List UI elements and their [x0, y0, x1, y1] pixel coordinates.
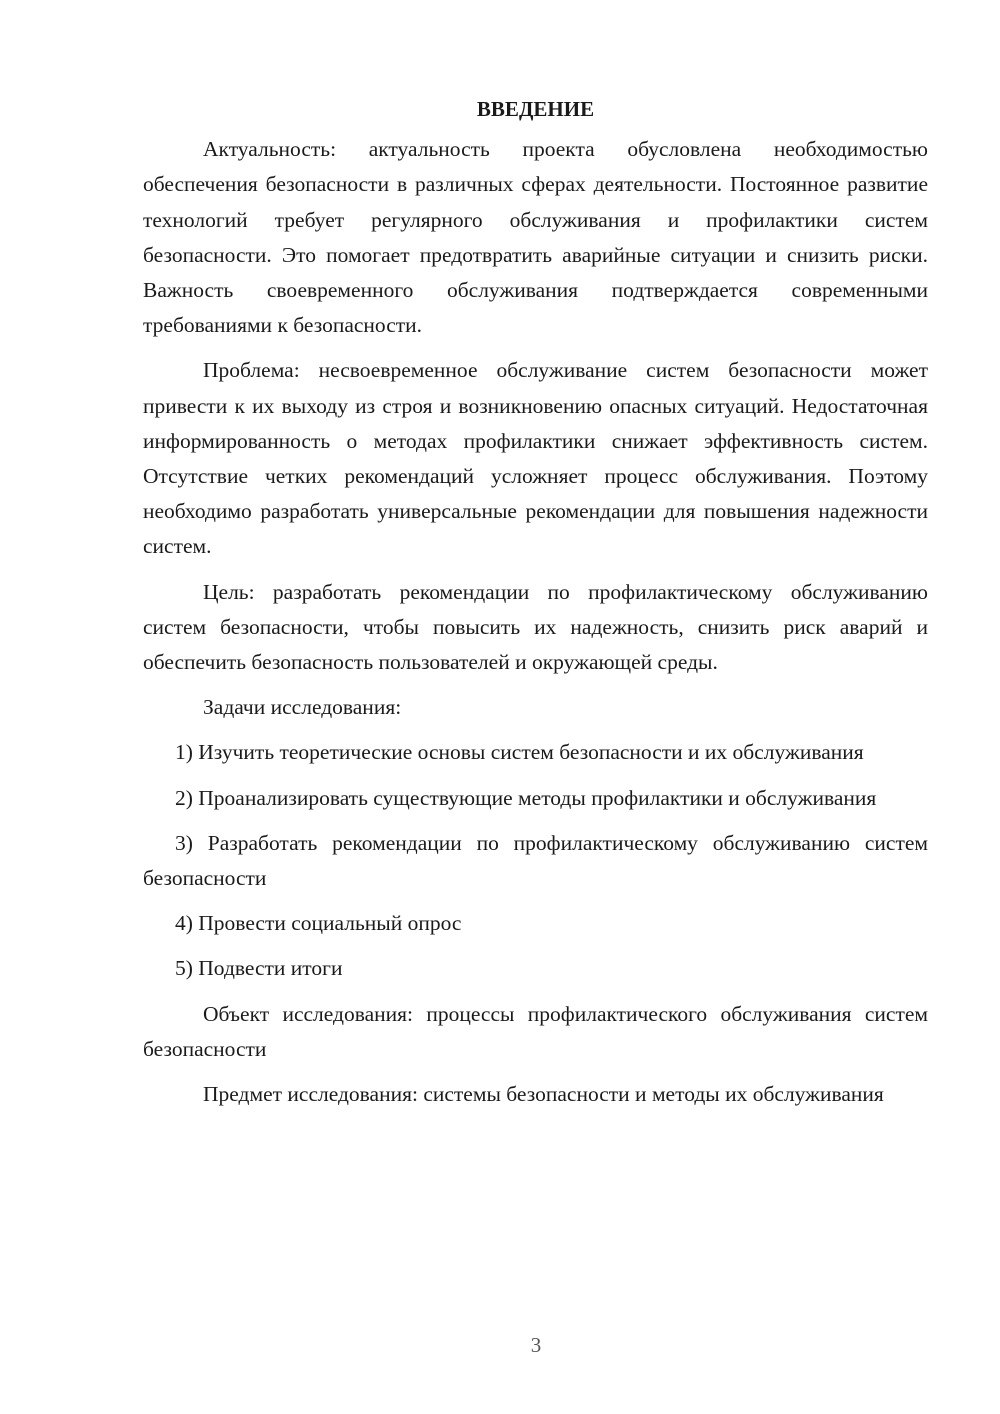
task-item: 4) Провести социальный опрос: [175, 911, 462, 936]
relevance-paragraph: Актуальность: актуальность проекта обусловлена необходимостью обеспечения безопасности в различных сферах деятельности. Постоянное развитие технологий требует регулярного обслуживания и профилактики систем безопасности. Это помогает предотвратить аварийные ситуации и снизить риски. Важность своевременного обслуживания подтверждается современными требованиями к безопасности.: [143, 137, 928, 338]
task-item: 1) Изучить теоретические основы систем безопасности и их обслуживания: [175, 740, 864, 765]
problem-paragraph: Проблема: несвоевременное обслуживание систем безопасности может привести к их выходу из строя и возникновению опасных ситуаций. Недостаточная информированность о методах профилактики снижает эффективность систем. Отсутствие четких рекомендаций усложняет процесс обслуживания. Поэтому необходимо разработать универсальные рекомендации для повышения надежности систем.: [143, 358, 928, 559]
object-paragraph: Объект исследования: процессы профилактического обслуживания систем безопасности: [143, 1001, 928, 1061]
task-item: 3) Разработать рекомендации по профилактическому обслуживанию систем безопасности: [143, 830, 928, 891]
page-title: ВВЕДЕНИЕ: [476, 97, 595, 121]
document-page: [143, 92, 928, 1122]
tasks-heading: Задачи исследования:: [203, 695, 402, 720]
page-number: 3: [530, 1333, 542, 1357]
subject-paragraph: Предмет исследования: системы безопасности и методы их обслуживания: [203, 1082, 884, 1107]
task-item: 5) Подвести итоги: [175, 956, 343, 981]
task-item: 2) Проанализировать существующие методы профилактики и обслуживания: [175, 785, 877, 810]
goal-paragraph: Цель: разработать рекомендации по профилактическому обслуживанию систем безопасности, чтобы повысить их надежность, снизить риск аварий и обеспечить безопасность пользователей и окружающей среды.: [143, 579, 928, 675]
